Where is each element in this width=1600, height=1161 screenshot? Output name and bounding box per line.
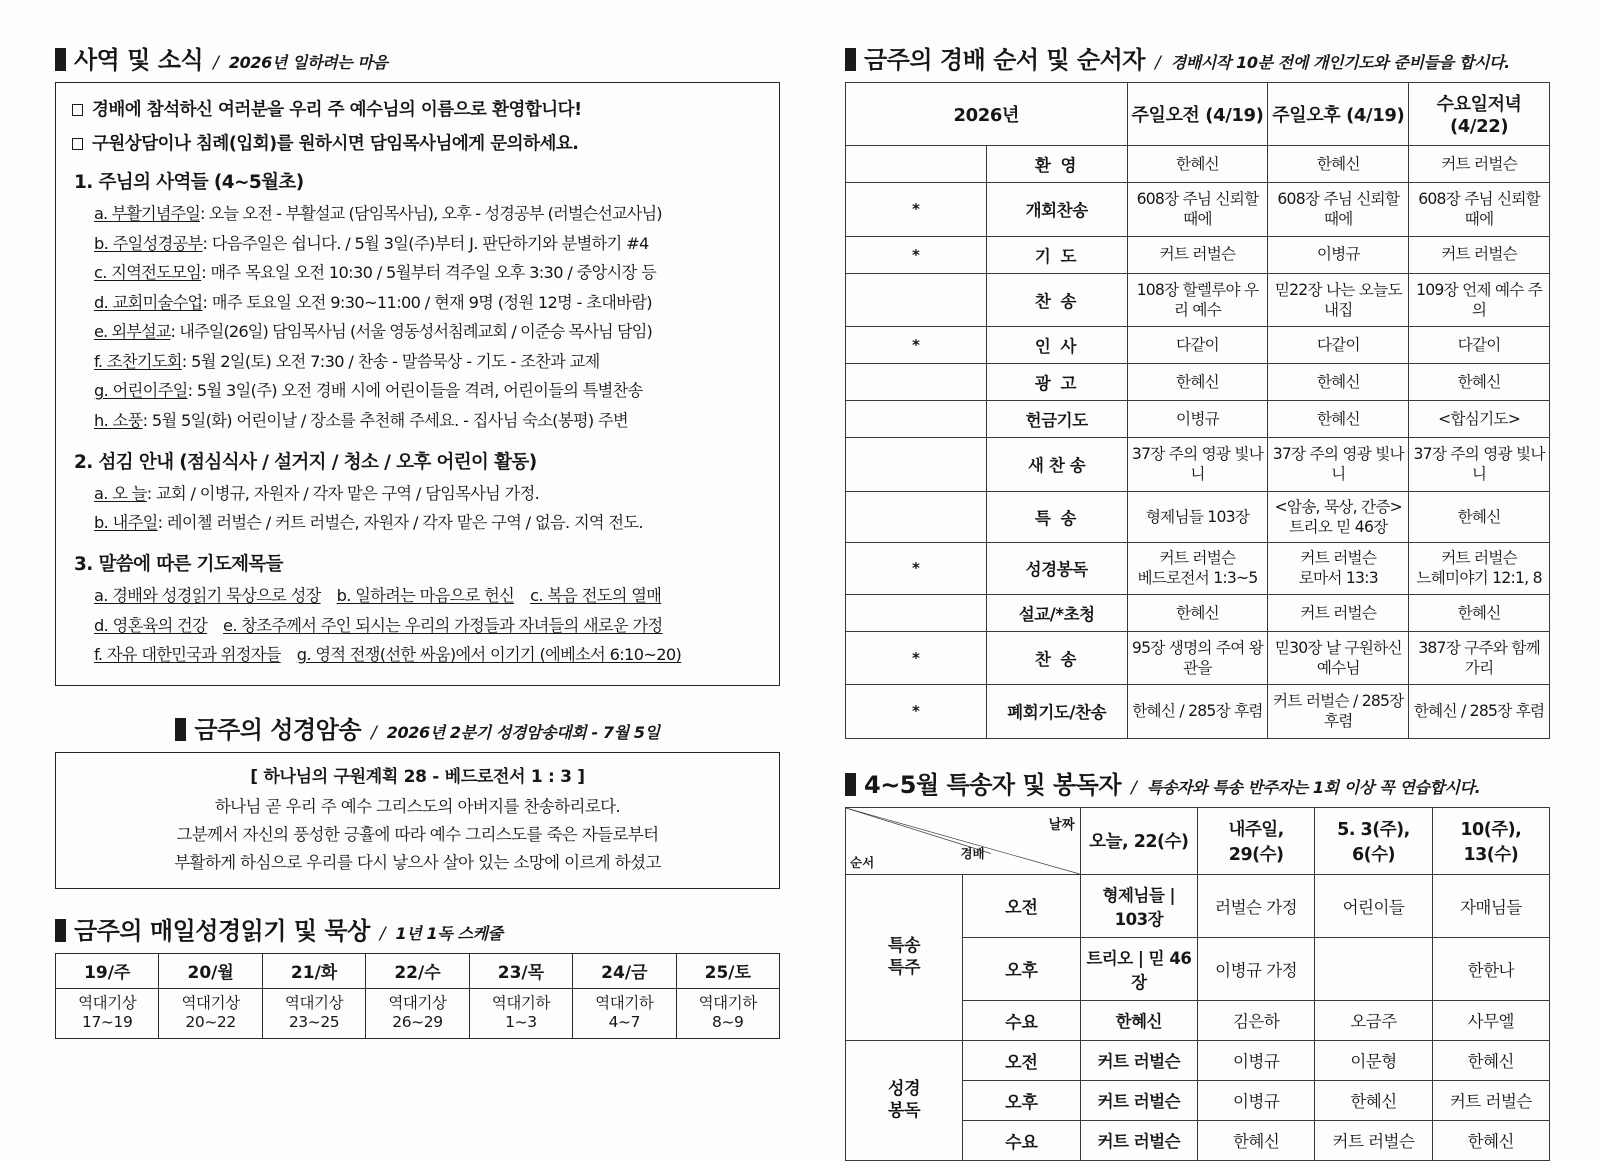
table-row (846, 874, 1550, 937)
worship-section-header (845, 40, 1550, 75)
reading-subtitle: 1년 1독 스케줄 (395, 923, 503, 943)
reading-day-header: 24/금 (573, 953, 676, 988)
item-label: b. 내주일 (94, 513, 158, 532)
item-text: : 5월 2일(토) 오전 7:30 / 찬송 - 말씀묵상 - 기도 - 조찬과 교제 (181, 351, 600, 371)
worship-cell-wed (1409, 594, 1550, 631)
worship-cell-am (1127, 327, 1268, 364)
reading-separator: / (379, 923, 386, 944)
reading-day-header: 21/화 (262, 953, 365, 988)
worship-item-label: 기 도 (986, 236, 1127, 273)
worship-col-header-am: 주일오전 (4/19) (1127, 83, 1268, 146)
prayer-item: e. 창조주께서 주인 되시는 우리의 가정들과 자녀들의 새로운 가정 (223, 615, 663, 635)
worship-cell-line: 믿22장 나는 오늘도 내집 (1274, 280, 1402, 319)
left-column (55, 40, 780, 1039)
worship-item-label: 인 사 (986, 327, 1127, 364)
worship-cell-line: 109장 언제 예수 주의 (1416, 280, 1543, 319)
worship-cell-line: 커트 러벌슨 / 285장 후렴 (1273, 692, 1404, 731)
worship-cell-line: 한혜신 / 285장 후렴 (1413, 702, 1545, 721)
reading-range: 8~9 (712, 1012, 744, 1031)
worship-cell-line: 한혜신 (1316, 409, 1360, 428)
special-time-label: 오전 (963, 1040, 1080, 1080)
corner-label-service: 경배 (960, 845, 985, 861)
verse-line: 하나님 곧 우리 주 예수 그리스도의 아버지를 찬송하리로다. (214, 796, 621, 816)
worship-cell-line: 커트 러벌슨 (1441, 549, 1517, 568)
special-cell: 한혜신 (1080, 1000, 1197, 1040)
worship-cell-wed (1409, 327, 1550, 364)
special-group-label: 특송 특주 (846, 874, 963, 1040)
worship-cell-pm (1268, 594, 1409, 631)
special-date-header: 내주일, 29(수) (1197, 807, 1314, 874)
special-date-header: 오늘, 22(수) (1080, 807, 1197, 874)
worship-cell-line: 한혜신 (1457, 507, 1501, 526)
special-subtitle: 특송자와 특송 반주자는 1회 이상 꼭 연습합시다. (1146, 777, 1481, 797)
special-cell: 이병규 가정 (1197, 937, 1314, 1000)
worship-star-marker: * (846, 183, 987, 237)
worship-cell-line: 37장 주의 영광 빛나니 (1272, 445, 1404, 484)
memorize-section (55, 710, 780, 889)
special-cell: 한혜신 (1432, 1120, 1549, 1160)
special-section-header (845, 765, 1550, 800)
item-text: : 다음주일은 쉽니다. / 5월 3일(주)부터 J. 판단하기와 분별하기 #4 (202, 233, 649, 253)
group-heading: 2. 섬김 안내 (점심식사 / 설거지 / 청소 / 오후 어린이 활동) (74, 451, 537, 473)
announcement-text: 경배에 참석하신 여러분을 우리 주 예수님의 이름으로 환영합니다! (92, 100, 582, 120)
worship-cell-pm (1268, 327, 1409, 364)
worship-cell-am (1127, 631, 1268, 685)
worship-star-marker: * (846, 327, 987, 364)
worship-cell-line: <암송, 묵상, 간증> (1274, 497, 1402, 516)
special-cell (1315, 937, 1432, 1000)
memorize-title: 금주의 성경암송 (194, 715, 362, 744)
worship-year-header: 2026년 (846, 83, 1128, 146)
memorize-box (55, 752, 780, 889)
memorize-section-header (55, 710, 780, 745)
special-time-label: 오후 (963, 1080, 1080, 1120)
worship-cell-wed (1409, 685, 1550, 739)
list-item (94, 348, 763, 372)
worship-star-marker (846, 273, 987, 327)
worship-cell-wed (1409, 491, 1550, 543)
worship-item-label: 특 송 (986, 491, 1127, 543)
reading-day-header: 19/주 (56, 953, 159, 988)
reading-cell (469, 988, 572, 1039)
table-row (846, 438, 1550, 492)
table-row (846, 146, 1550, 183)
daily-reading-table (55, 953, 780, 1040)
reading-cell (573, 988, 676, 1039)
group-heading: 1. 주님의 사역들 (4~5월초) (74, 172, 304, 193)
reading-day-header: 22/수 (366, 953, 469, 988)
reading-book: 역대기하 (698, 993, 757, 1012)
list-item (94, 407, 763, 431)
worship-cell-am (1127, 364, 1268, 401)
item-text: : 내주일(26일) 담임목사님 (서울 영동성서침례교회 / 이준승 목사님 담임) (170, 322, 652, 341)
worship-item-label: 개회찬송 (986, 183, 1127, 237)
special-cell: 커트 러벌슨 (1080, 1120, 1197, 1160)
special-time-label: 수요 (963, 1120, 1080, 1160)
list-item (94, 200, 763, 224)
special-cell: 커트 러벌슨 (1080, 1040, 1197, 1080)
special-singers-table (845, 807, 1550, 1161)
worship-item-label: 성경봉독 (986, 543, 1127, 595)
worship-cell-wed (1409, 236, 1550, 273)
special-cell: 자매님들 (1432, 874, 1549, 937)
reading-range: 4~7 (608, 1012, 641, 1031)
diagonal-lines-icon (846, 808, 1080, 874)
worship-cell-pm (1268, 543, 1409, 595)
reading-range: 17~19 (81, 1012, 133, 1031)
announcement-text: 구원상담이나 침례(입회)를 원하시면 담임목사님에게 문의하세요. (92, 134, 579, 154)
worship-cell-pm (1268, 236, 1409, 273)
worship-title: 금주의 경배 순서 및 순서자 (864, 46, 1145, 74)
item-label: h. 소풍 (94, 410, 143, 430)
worship-cell-line: 커트 러벌슨 (1300, 603, 1377, 622)
worship-star-marker: * (846, 685, 987, 739)
reading-book: 역대기상 (388, 993, 447, 1012)
special-section (845, 765, 1550, 1161)
ministry-section-header (55, 40, 780, 75)
table-row (846, 491, 1550, 543)
worship-cell-am (1127, 146, 1268, 183)
item-label: b. 주일성경공부 (94, 233, 203, 253)
worship-cell-line: 커트 러벌슨 (1441, 154, 1517, 173)
special-date-header: 10(주), 13(수) (1432, 807, 1549, 874)
item-label: f. 조찬기도회 (94, 351, 182, 371)
worship-item-label: 찬 송 (986, 631, 1127, 685)
item-label: a. 부활기념주일 (94, 204, 200, 223)
reading-cell (56, 988, 159, 1039)
section-bar-icon (175, 718, 186, 741)
special-cell: 트리오 | 믿 46장 (1080, 937, 1197, 1000)
worship-cell-line: 이병규 (1176, 409, 1219, 428)
worship-cell-line: 이병규 (1316, 245, 1360, 264)
worship-star-marker (846, 364, 987, 401)
prayer-row (94, 641, 763, 665)
worship-cell-line: 387장 구주와 함께 가리 (1418, 638, 1540, 677)
reading-book: 역대기하 (595, 993, 654, 1012)
table-row (846, 183, 1550, 237)
right-column (845, 40, 1550, 1161)
item-text: : 5월 3일(주) 오전 경배 시에 어린이들을 격려, 어린이들의 특별찬송 (187, 381, 643, 400)
checkbox-icon[interactable] (72, 104, 83, 116)
item-label: e. 외부설교 (94, 322, 171, 341)
worship-cell-am (1127, 685, 1268, 739)
section-bar-icon (55, 48, 66, 71)
section-bar-icon (55, 919, 66, 942)
worship-cell-am (1127, 594, 1268, 631)
special-cell: 커트 러벌슨 (1432, 1080, 1549, 1120)
table-row (846, 327, 1550, 364)
worship-subtitle: 경배시작 10분 전에 개인기도와 준비들을 합시다. (1170, 53, 1510, 72)
table-row (846, 685, 1550, 739)
worship-cell-line: 95장 생명의 주여 왕관을 (1131, 638, 1264, 677)
reading-section-header (55, 911, 780, 946)
worship-item-label: 새 찬 송 (986, 438, 1127, 492)
table-row (846, 631, 1550, 685)
item-text: : 매주 토요일 오전 9:30~11:00 / 현재 9명 (정원 12명 - 초대바람) (202, 292, 652, 312)
worship-cell-line: 다같이 (1176, 335, 1219, 354)
special-cell: 한혜신 (1432, 1040, 1549, 1080)
worship-item-label: 광 고 (986, 364, 1127, 401)
checkbox-row (72, 96, 763, 121)
checkbox-icon[interactable] (72, 138, 83, 150)
ministry-subtitle: 2026년 일하려는 마음 (228, 53, 388, 72)
worship-cell-line: 한혜신 (1457, 603, 1501, 622)
worship-cell-line: 608장 주님 신뢰할 때에 (1136, 190, 1259, 229)
reading-book: 역대기상 (181, 993, 240, 1012)
table-row (846, 273, 1550, 327)
worship-cell-pm (1268, 273, 1409, 327)
worship-star-marker (846, 491, 987, 543)
list-item (94, 230, 763, 254)
worship-cell-line: 형제님들 103장 (1145, 507, 1250, 526)
special-cell: 한혜신 (1315, 1080, 1432, 1120)
worship-item-label: 환 영 (986, 146, 1127, 183)
ministry-title: 사역 및 소식 (74, 46, 204, 74)
special-time-label: 오후 (963, 937, 1080, 1000)
worship-cell-am (1127, 401, 1268, 438)
item-text: : 5월 5일(화) 어린이날 / 장소를 추천해 주세요. - 집사님 숙소(봉평) 주변 (142, 410, 628, 430)
worship-item-label: 폐회기도/찬송 (986, 685, 1127, 739)
worship-cell-pm (1268, 685, 1409, 739)
table-row (846, 594, 1550, 631)
table-row (846, 401, 1550, 438)
item-label: c. 지역전도모임 (94, 263, 202, 282)
group-heading: 3. 말씀에 따른 기도제목들 (74, 554, 283, 575)
verse-line: 부활하게 하심으로 우리를 다시 낳으사 살아 있는 소망에 이르게 하셨고 (174, 852, 661, 872)
worship-cell-am (1127, 438, 1268, 492)
worship-cell-pm (1268, 401, 1409, 438)
worship-cell-wed (1409, 631, 1550, 685)
special-time-label: 수요 (963, 1000, 1080, 1040)
worship-cell-line: 608장 주님 신뢰할 때에 (1277, 190, 1400, 229)
table-header-row (846, 83, 1550, 146)
worship-cell-wed (1409, 273, 1550, 327)
prayer-item: d. 영혼육의 건강 (94, 615, 208, 635)
worship-cell-am (1127, 236, 1268, 273)
reading-range: 23~25 (288, 1012, 340, 1031)
special-cell: 김은하 (1197, 1000, 1314, 1040)
memorize-subtitle: 2026년 2분기 성경암송대회 - 7월 5일 (386, 722, 660, 742)
reading-cell (676, 988, 779, 1039)
worship-cell-line: 한혜신 (1316, 154, 1360, 173)
special-cell: 이문형 (1315, 1040, 1432, 1080)
table-row (846, 1040, 1550, 1080)
prayer-item: c. 복음 전도의 열매 (530, 586, 662, 605)
prayer-item: b. 일하려는 마음으로 헌신 (336, 586, 515, 605)
worship-cell-pm (1268, 631, 1409, 685)
worship-separator: / (1154, 53, 1161, 73)
checkbox-row (72, 130, 763, 155)
worship-item-label: 헌금기도 (986, 401, 1127, 438)
worship-cell-am (1127, 183, 1268, 237)
ministry-separator: / (213, 53, 219, 73)
verse-line: 그분께서 자신의 풍성한 긍휼에 따라 예수 그리스도를 죽은 자들로부터 (176, 824, 659, 844)
special-date-header: 5. 3(주), 6(수) (1315, 807, 1432, 874)
worship-cell-wed (1409, 183, 1550, 237)
worship-cell-wed (1409, 438, 1550, 492)
reading-book: 역대기하 (491, 993, 551, 1012)
worship-cell-wed (1409, 543, 1550, 595)
special-time-label: 오전 (963, 874, 1080, 937)
worship-cell-pm (1268, 364, 1409, 401)
worship-cell-line: 108장 할렐루야 우리 예수 (1136, 280, 1259, 319)
corner-label-order: 순서 (850, 854, 875, 870)
worship-item-label: 찬 송 (986, 273, 1127, 327)
worship-cell-wed (1409, 146, 1550, 183)
worship-star-marker: * (846, 543, 987, 595)
reading-range: 1~3 (505, 1012, 537, 1031)
worship-cell-line: 커트 러벌슨 (1300, 549, 1377, 568)
worship-cell-line: 로마서 13:3 (1298, 569, 1378, 588)
worship-cell-line: 한혜신 (1176, 154, 1219, 173)
prayer-item: f. 자유 대한민국과 위정자들 (94, 645, 281, 664)
list-item (94, 318, 763, 342)
item-text: : 매주 목요일 오전 10:30 / 5월부터 격주일 오후 3:30 / 중앙시장 등 (201, 263, 657, 282)
worship-cell-line: 커트 러벌슨 (1441, 245, 1517, 264)
worship-cell-line: 37장 주의 영광 빛나니 (1131, 445, 1264, 484)
prayer-row (94, 612, 763, 636)
announcements-box (55, 82, 780, 686)
daily-reading-section (55, 911, 780, 1040)
special-cell: 오금주 (1315, 1000, 1432, 1040)
worship-item-label: 설교/*초청 (986, 594, 1127, 631)
worship-cell-line: <합심기도> (1438, 409, 1521, 428)
worship-col-header-pm: 주일오후 (4/19) (1268, 83, 1409, 146)
worship-cell-line: 커트 러벌슨 (1159, 549, 1236, 568)
worship-cell-line: 다같이 (1316, 335, 1360, 354)
reading-range: 26~29 (392, 1012, 443, 1031)
list-item (94, 480, 763, 504)
worship-cell-line: 다같이 (1457, 335, 1501, 354)
reading-day-header: 25/토 (676, 953, 779, 988)
special-cell: 형제님들 | 103장 (1080, 874, 1197, 937)
prayer-row (94, 582, 763, 606)
special-cell: 한혜신 (1197, 1120, 1314, 1160)
special-cell: 러벌슨 가정 (1197, 874, 1314, 937)
memorize-separator: / (371, 722, 377, 743)
worship-col-header-wed: 수요일저녁 (4/22) (1409, 83, 1550, 146)
list-item (94, 259, 763, 283)
special-cell: 커트 러벌슨 (1080, 1080, 1197, 1120)
worship-cell-line: 한혜신 (1316, 372, 1360, 391)
worship-star-marker (846, 146, 987, 183)
special-title: 4~5월 특송자 및 봉독자 (864, 770, 1122, 799)
item-label: a. 오 늘 (94, 483, 147, 503)
prayer-item: g. 영적 전쟁(선한 싸움)에서 이기기 (에베소서 6:10~20) (296, 645, 682, 664)
table-row (846, 543, 1550, 595)
special-cell: 이병규 (1197, 1080, 1314, 1120)
section-bar-icon (845, 48, 856, 71)
worship-cell-line: 커트 러벌슨 (1159, 245, 1236, 264)
section-bar-icon (845, 773, 856, 796)
special-cell: 커트 러벌슨 (1315, 1120, 1432, 1160)
table-row (846, 236, 1550, 273)
worship-cell-line: 한혜신 / 285장 후렴 (1132, 702, 1263, 721)
reading-cell (366, 988, 469, 1039)
worship-cell-line: 608장 주님 신뢰할 때에 (1418, 190, 1540, 229)
item-label: d. 교회미술수업 (94, 292, 203, 312)
reading-day-header: 23/목 (469, 953, 572, 988)
worship-cell-line: 베드로전서 1:3~5 (1137, 569, 1258, 588)
reading-book: 역대기상 (284, 993, 344, 1012)
worship-cell-line: 느헤미야기 12:1, 8 (1416, 569, 1542, 588)
worship-star-marker (846, 401, 987, 438)
item-text: : 레이첼 러벌슨 / 커트 러벌슨, 자원자 / 각자 맡은 구역 / 없음. 지역 전도. (157, 513, 643, 532)
worship-cell-line: 한혜신 (1176, 603, 1219, 622)
worship-cell-line: 37장 주의 영광 빛나니 (1413, 445, 1545, 484)
worship-cell-pm (1268, 146, 1409, 183)
special-group-label: 성경 봉독 (846, 1040, 963, 1160)
table-header-row (56, 953, 780, 988)
worship-cell-line: 한혜신 (1176, 372, 1219, 391)
list-item (94, 289, 763, 313)
verse-reference: [ 하나님의 구원계획 28 - 베드로전서 1 : 3 ] (250, 766, 585, 787)
worship-cell-line: 한혜신 (1457, 372, 1501, 391)
table-row (56, 988, 780, 1039)
worship-star-marker: * (846, 631, 987, 685)
worship-star-marker (846, 594, 987, 631)
worship-cell-am (1127, 543, 1268, 595)
item-label: g. 어린이주일 (94, 381, 188, 400)
worship-order-table (845, 82, 1550, 739)
list-item (94, 509, 763, 533)
worship-star-marker: * (846, 236, 987, 273)
worship-cell-pm (1268, 438, 1409, 492)
worship-cell-line: 트리오 믿 46장 (1289, 517, 1388, 536)
worship-cell-wed (1409, 401, 1550, 438)
reading-cell (262, 988, 365, 1039)
reading-day-header: 20/월 (159, 953, 262, 988)
worship-cell-pm (1268, 183, 1409, 237)
corner-label-date: 날짜 (1048, 816, 1075, 833)
worship-cell-am (1127, 273, 1268, 327)
reading-title: 금주의 매일성경읽기 및 묵상 (74, 916, 370, 945)
reading-cell (159, 988, 262, 1039)
special-separator: / (1131, 777, 1137, 798)
table-header-row (846, 807, 1550, 874)
special-cell: 어린이들 (1315, 874, 1432, 937)
reading-range: 20~22 (185, 1012, 236, 1031)
special-cell: 사무엘 (1432, 1000, 1549, 1040)
reading-book: 역대기상 (78, 993, 137, 1012)
item-text: : 교회 / 이병규, 자원자 / 각자 맡은 구역 / 담임목사님 가정. (146, 483, 540, 503)
list-item (94, 377, 763, 401)
worship-cell-pm (1268, 491, 1409, 543)
worship-cell-wed (1409, 364, 1550, 401)
table-row (846, 364, 1550, 401)
worship-cell-am (1127, 491, 1268, 543)
corner-diagonal-header (846, 807, 1081, 874)
item-text: : 오늘 오전 - 부활설교 (담임목사님), 오후 - 성경공부 (러벌슨선교사님) (199, 204, 662, 223)
prayer-item: a. 경배와 성경읽기 묵상으로 성장 (94, 586, 321, 605)
special-cell: 이병규 (1197, 1040, 1314, 1080)
worship-cell-line: 믿30장 날 구원하신 예수님 (1274, 638, 1402, 677)
worship-star-marker (846, 438, 987, 492)
special-cell: 한한나 (1432, 937, 1549, 1000)
